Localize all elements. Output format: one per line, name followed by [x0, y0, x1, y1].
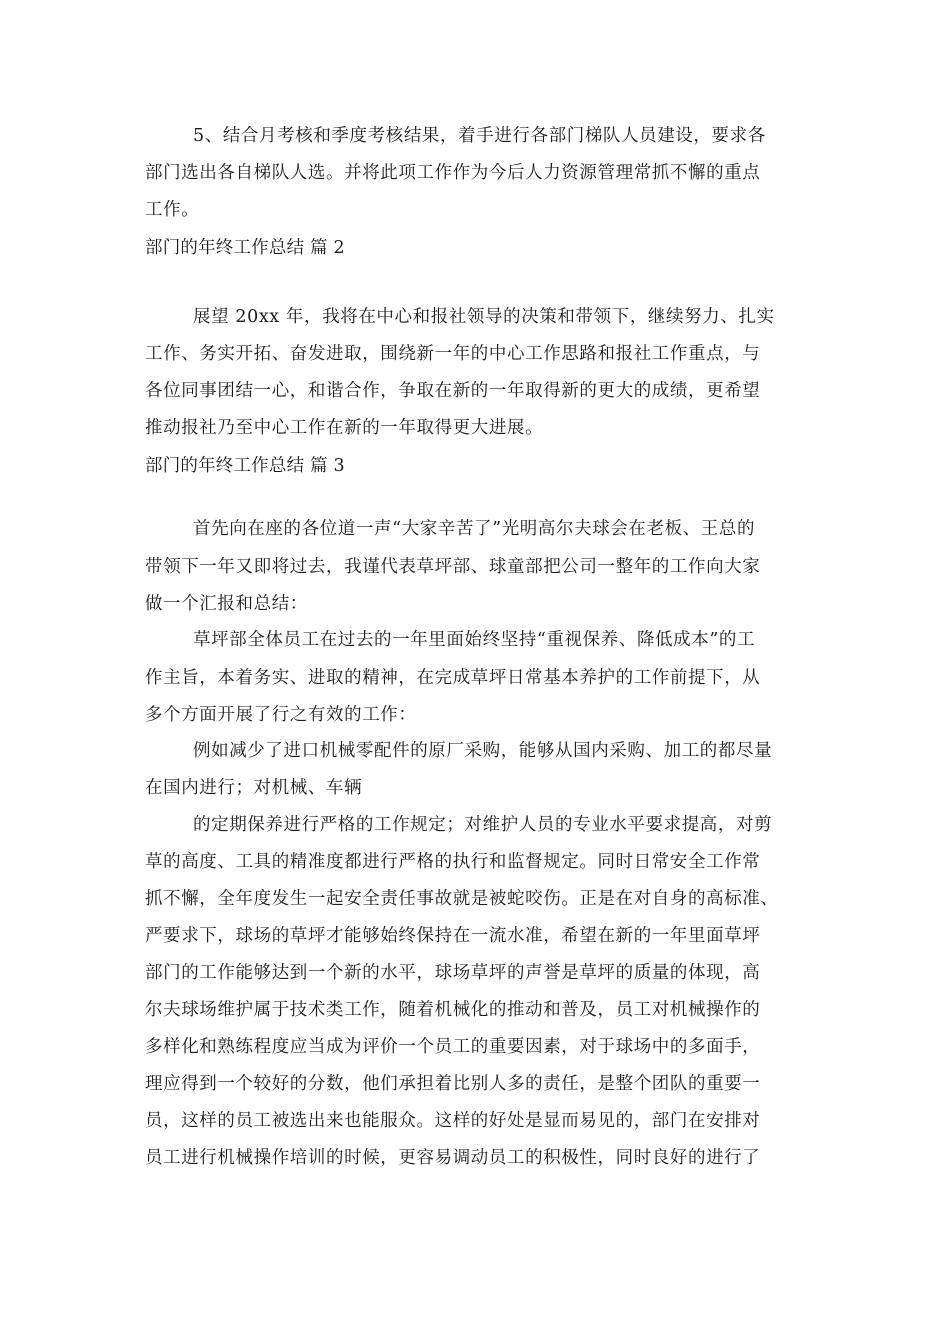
paragraph-line: 部门的工作能够达到一个新的水平，球场草坪的声誉是草坪的质量的体现，高	[145, 963, 761, 983]
paragraph-line: 工作、务实开拓、奋发进取，围绕新一年的中心工作思路和报社工作重点，与	[145, 344, 761, 364]
paragraph-line: 在国内进行；对机械、车辆	[145, 778, 363, 798]
paragraph-line: 推动报社乃至中心工作在新的一年取得更大进展。	[145, 418, 544, 438]
section-heading: 部门的年终工作总结 篇 3	[145, 456, 345, 476]
paragraph-line: 员工进行机械操作培训的时候，更容易调动员工的积极性，同时良好的进行了	[145, 1148, 761, 1168]
paragraph-line: 严要求下，球场的草坪才能够始终保持在一流水准，希望在新的一年里面草坪	[145, 926, 761, 946]
paragraph-line: 5、结合月考核和季度考核结果，着手进行各部门梯队人员建设，要求各	[193, 126, 766, 146]
paragraph-line: 带领下一年又即将过去，我谨代表草坪部、球童部把公司一整年的工作向大家	[145, 557, 761, 577]
paragraph-line: 多样化和熟练程度应当成为评价一个员工的重要因素，对于球场中的多面手，	[145, 1037, 761, 1057]
paragraph-line: 员，这样的员工被选出来也能服众。这样的好处是显而易见的，部门在安排对	[145, 1111, 761, 1131]
paragraph-line: 草坪部全体员工在过去的一年里面始终坚持“重视保养、降低成本”的工	[193, 630, 756, 650]
paragraph-line: 展望 20xx 年，我将在中心和报社领导的决策和带领下，继续努力、扎实	[193, 307, 775, 327]
paragraph-line: 例如减少了进口机械零配件的原厂采购，能够从国内采购、加工的都尽量	[193, 741, 773, 761]
paragraph-line: 多个方面开展了行之有效的工作：	[145, 705, 417, 725]
paragraph-line: 工作。	[145, 200, 200, 220]
paragraph-line: 草的高度、工具的精准度都进行严格的执行和监督规定。同时日常安全工作常	[145, 852, 761, 872]
paragraph-line: 作主旨，本着务实、进取的精神，在完成草坪日常基本养护的工作前提下，从	[145, 668, 761, 688]
paragraph-line: 抓不懈，全年度发生一起安全责任事故就是被蛇咬伤。正是在对自身的高标准、	[145, 889, 779, 909]
paragraph-line: 的定期保养进行严格的工作规定；对维护人员的专业水平要求提高，对剪	[193, 815, 773, 835]
paragraph-line: 做一个汇报和总结：	[145, 594, 308, 614]
paragraph-line: 各位同事团结一心，和谐合作，争取在新的一年取得新的更大的成绩，更希望	[145, 381, 761, 401]
paragraph-line: 首先向在座的各位道一声“大家辛苦了”光明高尔夫球会在老板、王总的	[193, 519, 756, 539]
section-heading: 部门的年终工作总结 篇 2	[145, 238, 345, 258]
paragraph-line: 尔夫球场维护属于技术类工作，随着机械化的推动和普及，员工对机械操作的	[145, 1000, 761, 1020]
paragraph-line: 理应得到一个较好的分数，他们承担着比别人多的责任，是整个团队的重要一	[145, 1074, 761, 1094]
paragraph-line: 部门选出各自梯队人选。并将此项工作作为今后人力资源管理常抓不懈的重点	[145, 163, 761, 183]
